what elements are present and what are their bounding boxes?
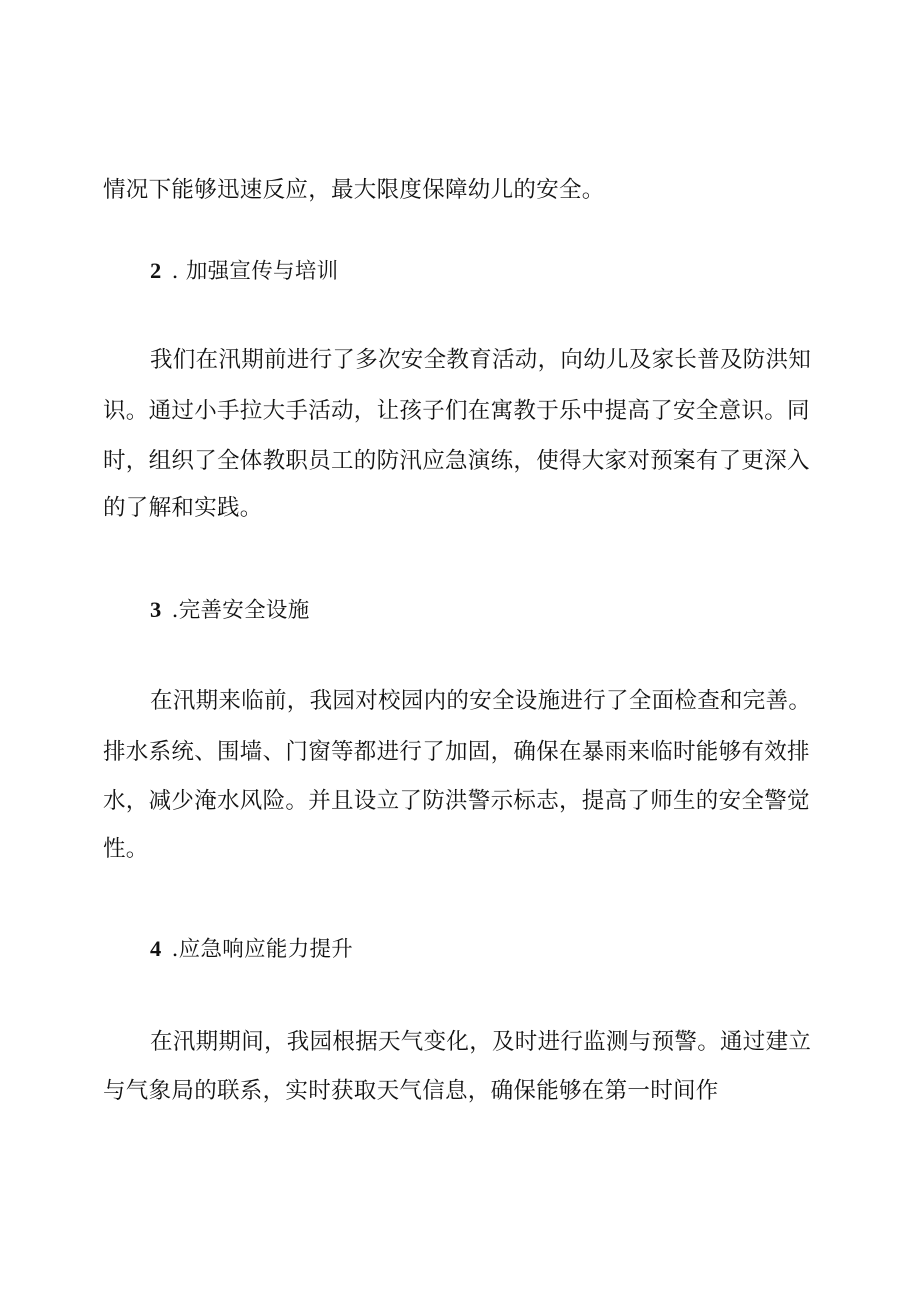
heading-text: .应急响应能力提升 bbox=[171, 937, 354, 962]
heading-number: 3 bbox=[150, 597, 162, 622]
paragraph-line: 水，减少淹水风险。并且设立了防洪警示标志，提高了师生的安全警觉 bbox=[103, 788, 810, 814]
paragraph-line: 在汛期来临前，我园对校园内的安全设施进行了全面检查和完善。 bbox=[150, 688, 812, 714]
paragraph-line: 性。 bbox=[103, 836, 149, 862]
paragraph-line: 在汛期期间，我园根据天气变化，及时进行监测与预警。通过建立 bbox=[150, 1029, 812, 1055]
heading-number: 2 bbox=[150, 258, 162, 283]
section-heading-3 bbox=[150, 595, 310, 626]
paragraph-line: 情况下能够迅速反应，最大限度保障幼儿的安全。 bbox=[103, 177, 605, 203]
section-heading-4 bbox=[150, 934, 353, 965]
paragraph-line: 排水系统、围墙、门窗等都进行了加固，确保在暴雨来临时能够有效排 bbox=[103, 739, 810, 765]
paragraph-line: 我们在汛期前进行了多次安全教育活动，向幼儿及家长普及防洪知 bbox=[150, 347, 812, 373]
heading-text: .完善安全设施 bbox=[171, 598, 310, 623]
paragraph-line: 时，组织了全体教职员工的防汛应急演练，使得大家对预案有了更深入 bbox=[103, 448, 810, 474]
paragraph-line: 识。通过小手拉大手活动，让孩子们在寓教于乐中提高了安全意识。同 bbox=[103, 398, 810, 424]
heading-text: . 加强宣传与培训 bbox=[171, 259, 339, 284]
paragraph-line: 的了解和实践。 bbox=[103, 495, 263, 521]
paragraph-line: 与气象局的联系，实时获取天气信息，确保能够在第一时间作 bbox=[103, 1078, 719, 1104]
heading-number: 4 bbox=[150, 936, 162, 961]
section-heading-2 bbox=[150, 256, 338, 287]
